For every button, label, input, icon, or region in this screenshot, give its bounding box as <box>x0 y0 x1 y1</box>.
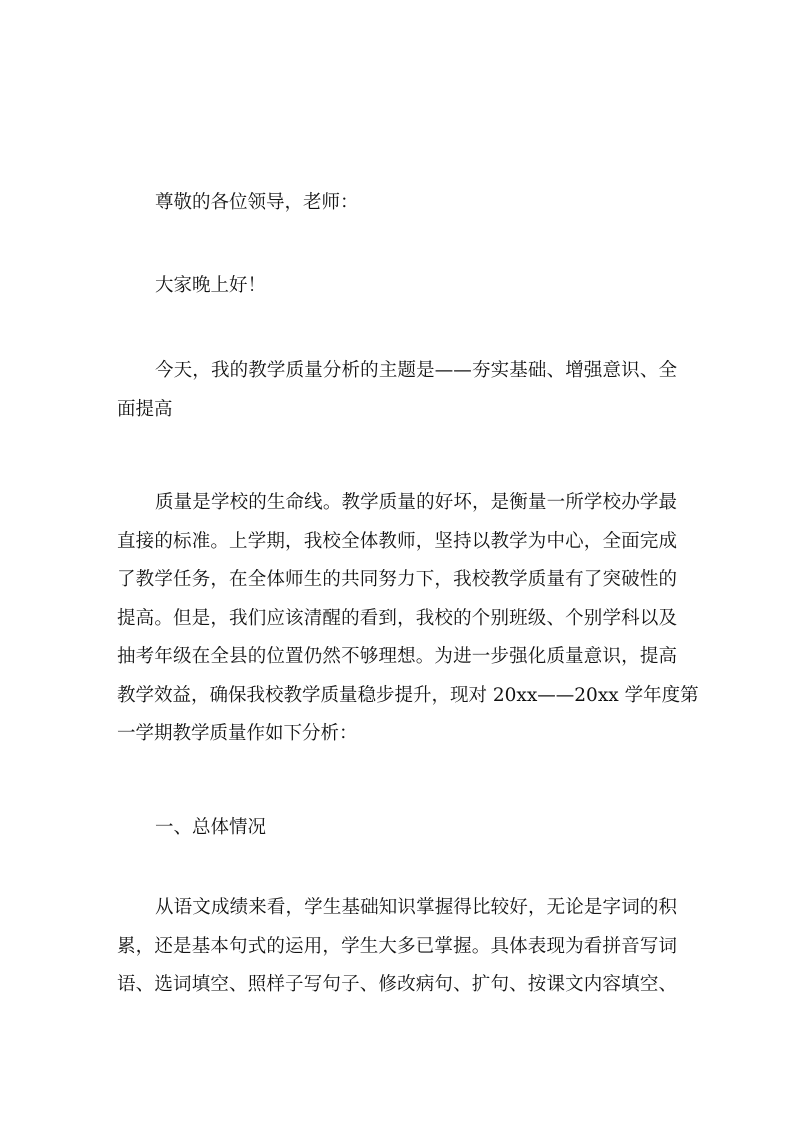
text-line: 大家晚上好！ <box>155 275 267 296</box>
paragraph <box>117 184 677 223</box>
text-line: 语、选词填空、照样子写句子、修改病句、扩句、按课文内容填空、 <box>117 974 677 995</box>
paragraph <box>117 267 677 306</box>
section-heading <box>117 809 677 848</box>
text-line: 质量是学校的生命线。教学质量的好坏，是衡量一所学校办学最 <box>155 492 677 513</box>
text-line: 教学效益，确保我校教学质量稳步提升，现对 20xx——20xx 学年度第 <box>117 684 699 706</box>
text-line: 直接的标准。上学期，我校全体教师，坚持以教学为中心，全面完成 <box>117 530 677 552</box>
text-line: 一、总体情况 <box>155 817 267 838</box>
text-line: 提高。但是，我们应该清醒的看到，我校的个别班级、个别学科以及 <box>117 607 677 629</box>
paragraph <box>117 889 677 1005</box>
paragraph <box>117 484 699 754</box>
text-line: 累，还是基本句式的运用，学生大多已掌握。具体表现为看拼音写词 <box>117 935 677 957</box>
text-line: 尊敬的各位领导，老师： <box>155 192 359 213</box>
text-line: 了教学任务，在全体师生的共同努力下，我校教学质量有了突破性的 <box>117 569 677 590</box>
paragraph <box>117 352 677 429</box>
text-line: 抽考年级在全县的位置仍然不够理想。为进一步强化质量意识，提高 <box>117 646 677 667</box>
text-line: 面提高 <box>117 398 173 420</box>
text-line: 一学期教学质量作如下分析： <box>117 723 358 744</box>
text-line: 从语文成绩来看，学生基础知识掌握得比较好，无论是字词的积 <box>155 897 677 918</box>
text-line: 今天，我的教学质量分析的主题是——夯实基础、增强意识、全 <box>155 360 677 381</box>
